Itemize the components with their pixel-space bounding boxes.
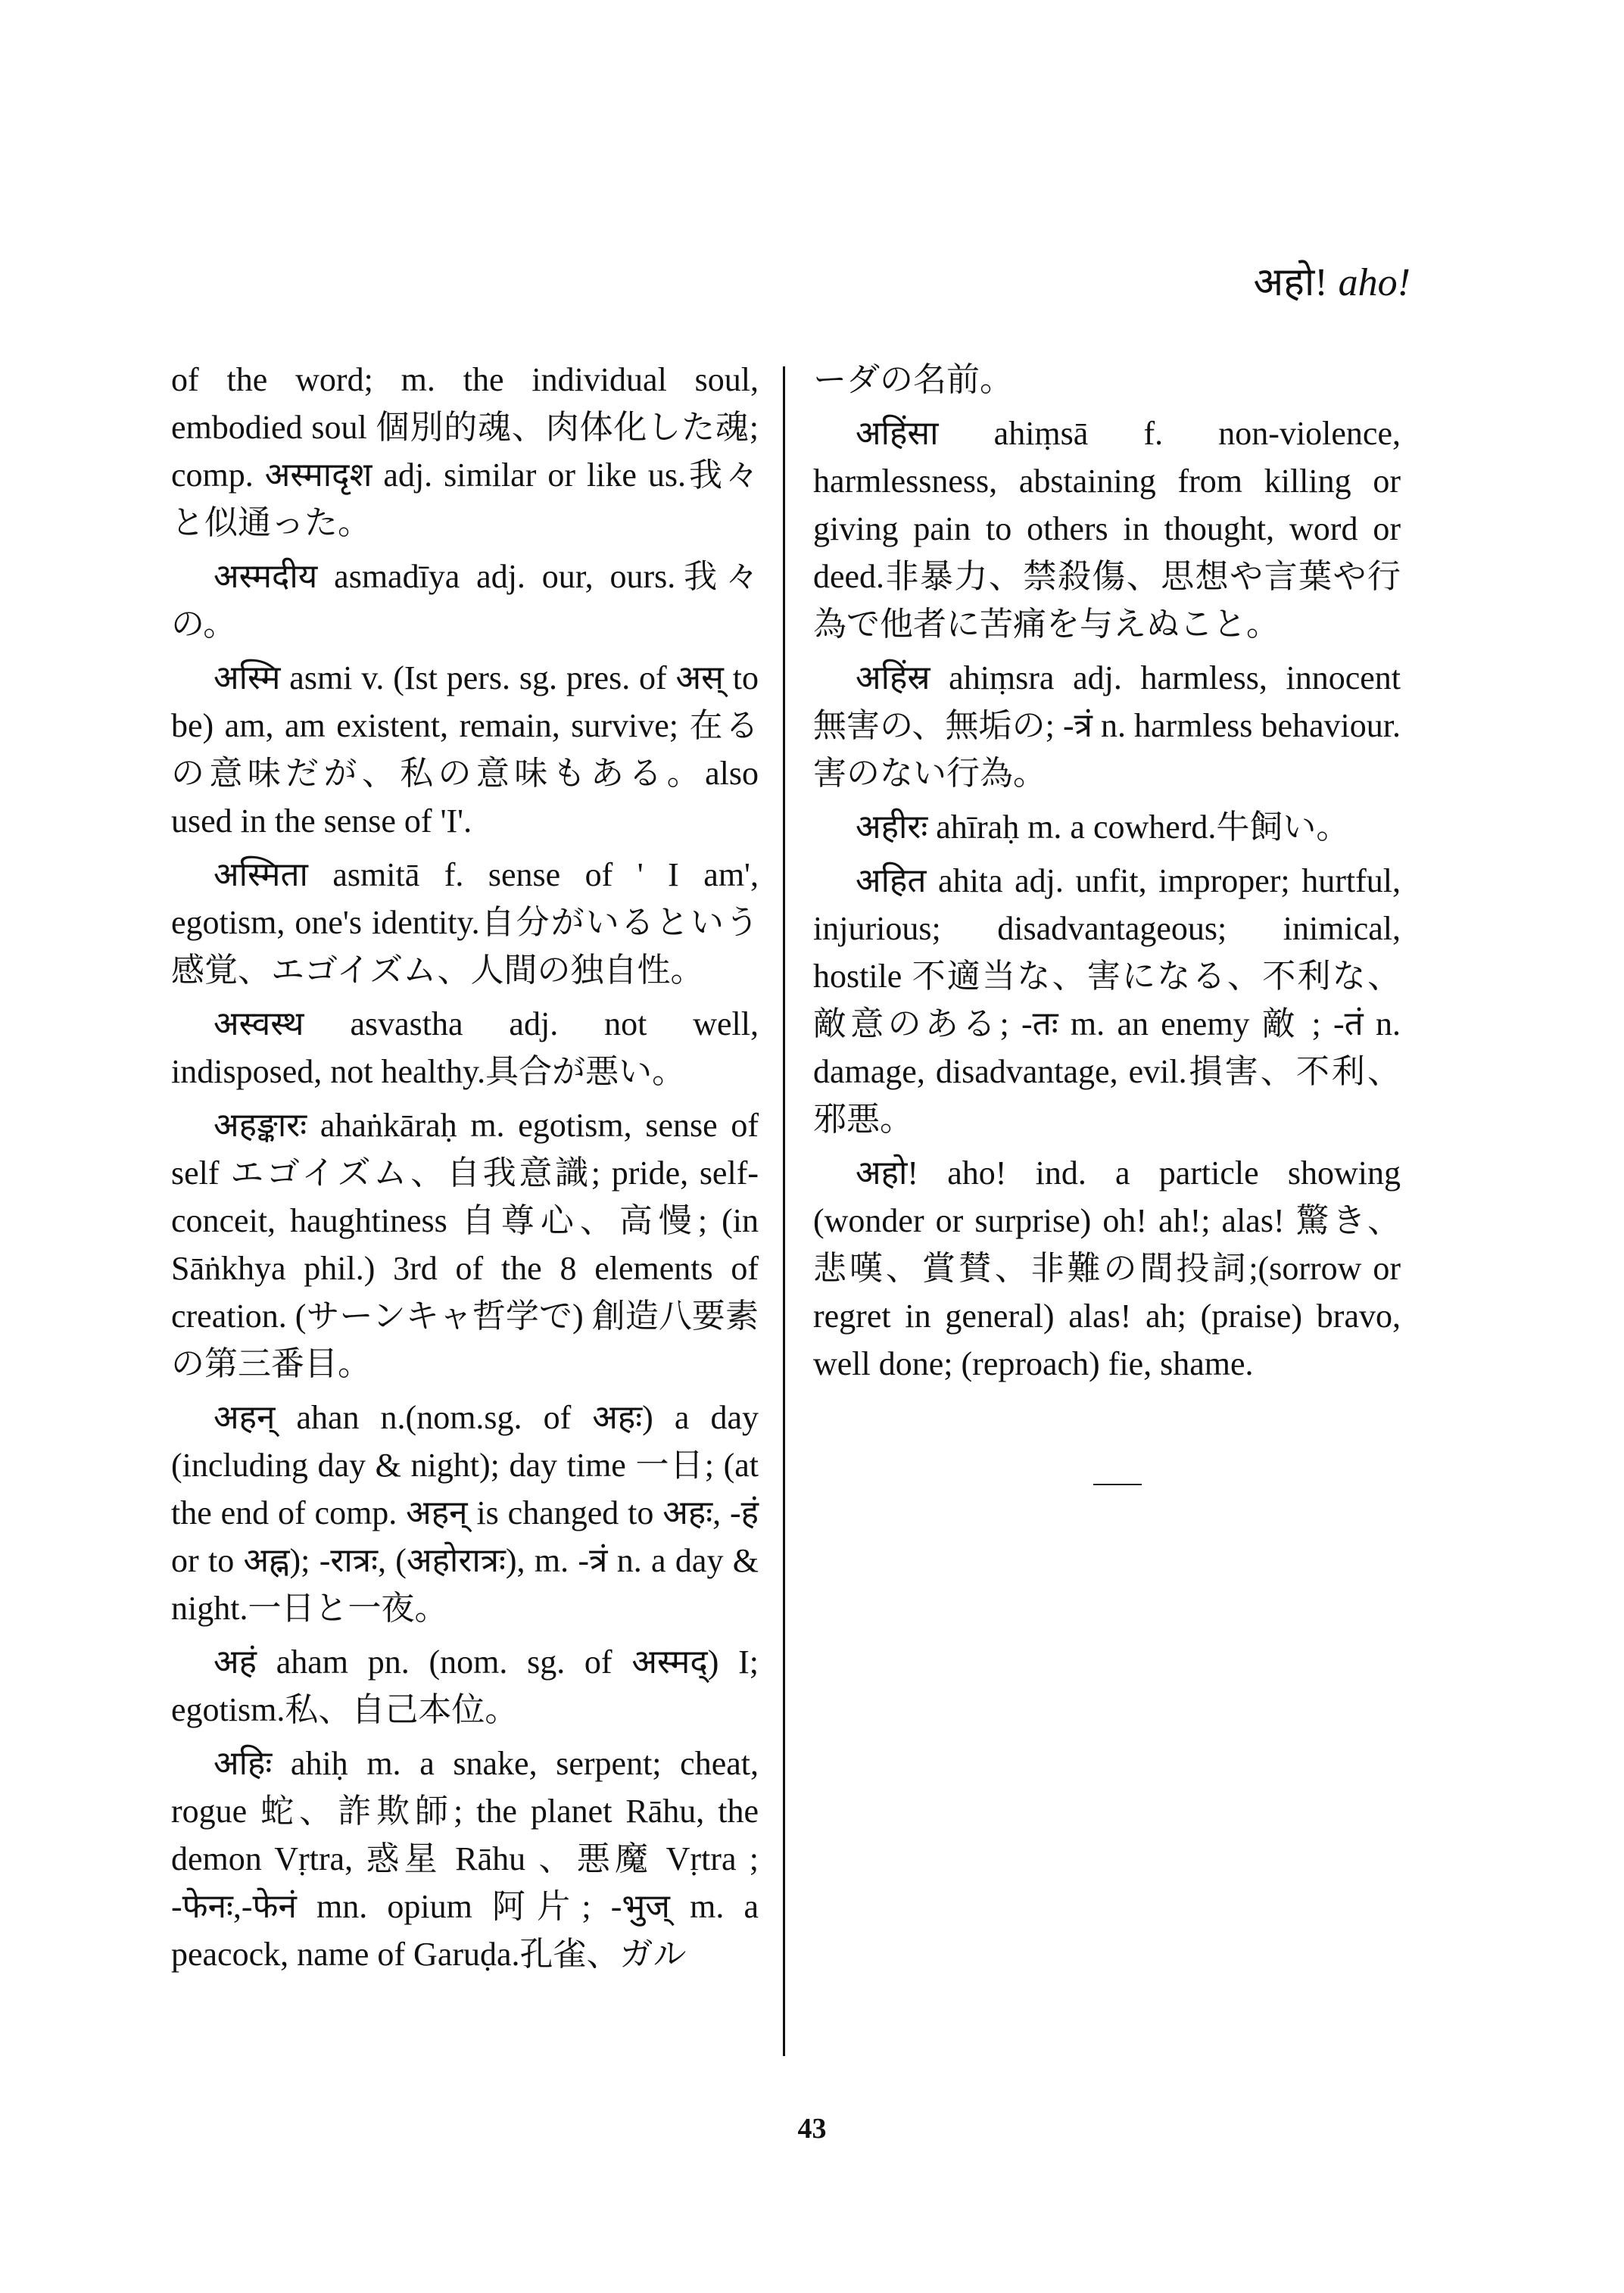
entry-ahih: अहिः ahiḥ m. a snake, serpent; cheat, rogue 蛇、詐欺師; the planet Rāhu, the demon Vṛtra, 惑星 Rāhu 、悪魔 Vṛtra ; -फेनः,-फेनं mn. opium 阿片; -भुज् m. a peacock, name of Garuḍa.孔雀、ガル [171,1745,759,1973]
header-headword-devanagari: अहो! [1253,261,1328,304]
entry-aham: अहं aham pn. (nom. sg. of अस्मद्) I; egotism.私、自己本位。 [171,1643,759,1728]
page-number: 43 [797,2113,827,2145]
entry-continuation: of the word; m. the individual soul, embodied soul 個別的魂、肉体化した魂; comp. अस्मादृश adj. similar or like us.我々と似通った。 [171,361,759,541]
running-header [1254,263,1410,303]
entry-aho: अहो! aho! ind. a particle showing (wonder or surprise) oh! ah!; alas! 驚き、悲嘆、賞賛、非難の間投詞;(sorrow or regret in general) alas! ah; (praise) bravo, well done; (reproach) fie, shame. [813,1154,1401,1382]
entry-ahita: अहित ahita adj. unfit, improper; hurtful, injurious; disadvantageous; inimical, hostile 不適当な、害になる、不利な、敵意のある; -तः m. an enemy 敵 ; -तं n. damage, disadvantage, evil.損害、不利、邪悪。 [813,862,1401,1138]
entry-ahirah: अहीरः ahīraḥ m. a cowherd.牛飼い。 [856,808,1350,846]
entry-ahimsa: अहिंसा ahiṃsā f. non-violence, harmlessness, abstaining from killing or giving pain to others in thought, word or deed.非暴力、禁殺傷、思想や言葉や行為で他者に苦痛を与えぬこと。 [813,415,1401,643]
entry-asmadiya: अस्मदीय asmadīya adj. our, ours.我々の。 [171,558,759,643]
entry-ahimsra: अहिंस्र ahiṃsra adj. harmless, innocent 無害の、無垢の; -त्रं n. harmless behaviour.害のない行為。 [813,659,1401,792]
right-column [813,356,1401,1394]
entry-ahan: अहन् ahan n.(nom.sg. of अहः) a day (including day & night); day time 一日; (at the end of comp. अहन् is changed to अहः, -हं or to अह्न); -रात्रः, (अहोरात्रः), m. -त्रं n. a day & night.一日と一夜。 [171,1399,759,1627]
left-column [171,356,759,1984]
entry-ahankarah: अहङ्कारः ahaṅkāraḥ m. egotism, sense of self エゴイズム、自我意識; pride, self-conceit, haughtiness 自尊心、高慢; (in Sāṅkhya phil.) 3rd of the 8 elements of creation. (サーンキャ哲学で) 創造八要素の第三番目。 [171,1107,759,1382]
entry-asmi: अस्मि asmi v. (Ist pers. sg. pres. of अस् to be) am, am existent, remain, survive; 在るの意味だが、私の意味もある。also used in the sense of 'I'. [171,659,759,840]
entry-continuation-right: ーダの名前。 [813,361,1013,398]
column-divider [783,366,785,2056]
header-headword-latin: aho! [1338,261,1410,304]
section-end-mark [1093,1484,1142,1485]
entry-asmita: अस्मिता asmitā f. sense of ' I am', egotism, one's identity.自分がいるという感覚、エゴイズム、人間の独自性。 [171,856,759,989]
entry-asvastha: अस्वस्थ asvastha adj. not well, indisposed, not healthy.具合が悪い。 [171,1005,759,1090]
